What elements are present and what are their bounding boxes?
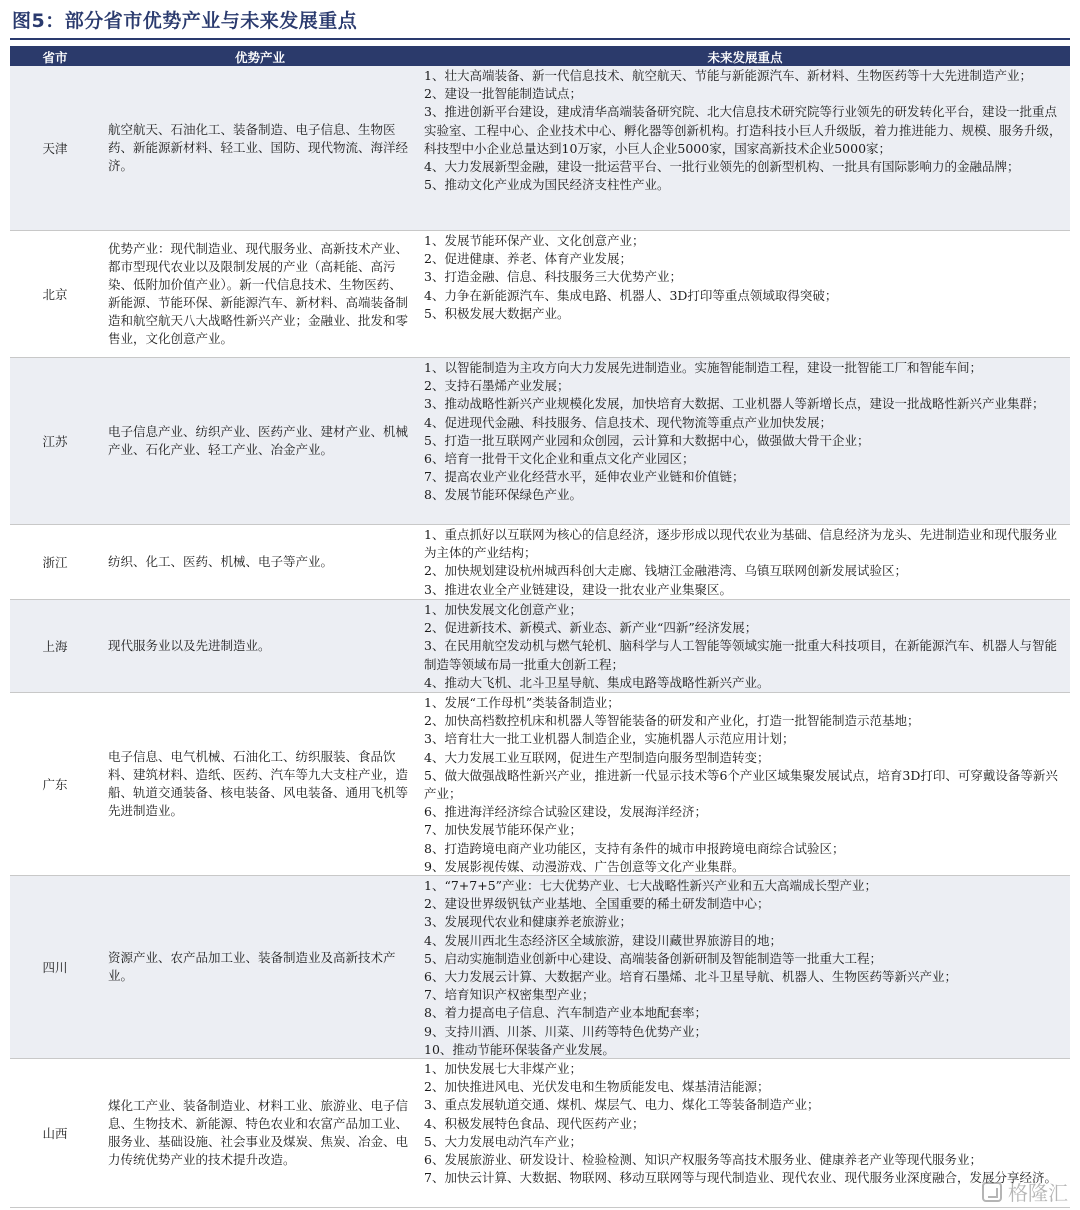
province-cell: 浙江 [42, 555, 68, 570]
future-item: 3、重点发展轨道交通、煤机、煤层气、电力、煤化工等装备制造产业； [424, 1097, 820, 1113]
future-item: 4、推动大飞机、北斗卫星导航、集成电路等战略性新兴产业。 [424, 674, 770, 690]
future-item: 4、大力发展工业互联网，促进生产型制造向服务型制造转变； [424, 749, 770, 765]
future-item: 7、加快发展节能环保产业； [424, 822, 582, 838]
header-advantage: 优势产业 [234, 50, 285, 65]
future-item: 4、大力发展新型金融，建设一批运营平台、一批行业领先的创新型机构、一批具有国际影响力的金融品牌； [424, 159, 1020, 175]
table-row [10, 1059, 1070, 1208]
future-item: 7、培育知识产权密集型产业； [424, 987, 595, 1003]
future-item: 6、大力发展云计算、大数据产业。培育石墨烯、北斗卫星导航、机器人、生物医药等新兴产业； [424, 969, 957, 985]
future-item: 1、壮大高端装备、新一代信息技术、航空航天、节能与新能源汽车、新材料、生物医药等十大先进制造产业； [424, 68, 1032, 83]
future-item: 2、加快推进风电、光伏发电和生物质能发电、煤基清洁能源； [424, 1079, 770, 1095]
future-item: 3、发展现代农业和健康养老旅游业； [424, 914, 632, 930]
advantage-cell [100, 358, 420, 524]
future-item: 1、“7+7+5”产业：七大优势产业、七大战略性新兴产业和五大高端成长型产业； [424, 878, 878, 893]
future-item: 3、培育壮大一批工业机器人制造企业，实施机器人示范应用计划； [424, 731, 795, 747]
advantage-text: 煤化工产业、装备制造业、材料工业、旅游业、电子信息、生物技术、新能源、特色农业和农富产品加工业、服务业、基础设施、社会事业及煤炭、焦炭、冶金、电力传统优势产业的技术提升改造。 [108, 1098, 409, 1167]
future-item: 4、力争在新能源汽车、集成电路、机器人、3D打印等重点领域取得突破； [424, 287, 838, 303]
future-item: 5、启动实施制造业创新中心建设、高端装备创新研制及智能制造等一批重大工程； [424, 950, 882, 966]
province-cell: 江苏 [42, 434, 68, 449]
advantage-text: 优势产业：现代制造业、现代服务业、高新技术产业、都市型现代农业以及限制发展的产业（高耗能、高污染、低附加价值产业）。新一代信息技术、生物医药、新能源、节能环保、新能源汽车、新材料、高端装备制造和航空航天八大战略性新兴产业；金融业、批发和零售业，文化创意产业。 [108, 241, 409, 346]
future-item: 4、促进现代金融、科技服务、信息技术、现代物流等重点产业加快发展； [424, 414, 832, 430]
future-item: 8、打造跨境电商产业功能区，支持有条件的城市申报跨境电商综合试验区； [424, 840, 845, 856]
province-cell: 天津 [42, 141, 68, 156]
table-row [10, 693, 1070, 876]
advantage-cell [100, 66, 420, 230]
future-cell [420, 693, 1070, 875]
future-item: 7、加快云计算、大数据、物联网、移动互联网等与现代制造业、现代农业、现代服务业深度融合，发展分享经济。 [424, 1170, 1057, 1186]
figure-title: 图5：部分省市优势产业与未来发展重点 [12, 10, 358, 32]
future-cell [420, 525, 1070, 599]
advantage-text: 资源产业、农产品加工业、装备制造业及高新技术产业。 [108, 950, 396, 983]
future-item: 10、推动节能环保装备产业发展。 [424, 1041, 615, 1057]
future-item: 2、促进新技术、新模式、新业态、新产业“四新”经济发展； [424, 620, 758, 636]
future-item: 1、发展“工作母机”类装备制造业； [424, 695, 620, 710]
future-cell [420, 358, 1070, 524]
future-item: 2、加快规划建设杭州城西科创大走廊、钱塘江金融港湾、乌镇互联网创新发展试验区； [424, 563, 907, 579]
future-item: 7、提高农业产业化经营水平，延伸农业产业链和价值链； [424, 469, 745, 485]
advantage-cell [100, 525, 420, 599]
advantage-cell [100, 231, 420, 357]
future-item: 2、建设一批智能制造试点； [424, 86, 582, 102]
advantage-text: 电子信息产业、纺织产业、医药产业、建材产业、机械产业、石化产业、轻工产业、冶金产业。 [108, 424, 409, 457]
advantage-text: 现代服务业以及先进制造业。 [108, 638, 271, 653]
future-item: 2、建设世界级钒钛产业基地、全国重要的稀土研发制造中心； [424, 896, 770, 912]
future-item: 6、发展旅游业、研发设计、检验检测、知识产权服务等高技术服务业、健康养老产业等现代服务业； [424, 1152, 982, 1168]
future-item: 9、支持川酒、川茶、川菜、川药等特色优势产业； [424, 1023, 707, 1039]
future-item: 8、着力提高电子信息、汽车制造产业本地配套率； [424, 1005, 707, 1021]
future-item: 6、培育一批骨干文化企业和重点文化产业园区； [424, 451, 695, 467]
table-row [10, 876, 1070, 1059]
future-cell [420, 1059, 1070, 1207]
future-item: 2、支持石墨烯产业发展； [424, 378, 570, 394]
advantage-text: 纺织、化工、医药、机械、电子等产业。 [108, 554, 334, 569]
province-cell: 北京 [42, 287, 68, 302]
future-item: 1、重点抓好以互联网为核心的信息经济，逐步形成以现代农业为基础、信息经济为龙头、先进制造业和现代服务业为主体的产业结构； [424, 527, 1057, 561]
advantage-cell [100, 1059, 420, 1207]
advantage-cell [100, 876, 420, 1058]
table-row [10, 525, 1070, 600]
table-header [10, 46, 1070, 66]
future-cell [420, 600, 1070, 692]
header-future: 未来发展重点 [707, 50, 783, 65]
province-cell: 山西 [42, 1126, 68, 1141]
table-row [10, 231, 1070, 358]
future-item: 3、在民用航空发动机与燃气轮机、脑科学与人工智能等领域实施一批重大科技项目，在新能源汽车、机器人与智能制造等领域布局一批重大创新工程； [424, 638, 1057, 672]
table-row [10, 66, 1070, 231]
future-item: 5、做大做强战略性新兴产业，推进新一代显示技术等6个产业区域集聚发展试点，培育3D打印、可穿戴设备等新兴产业； [424, 767, 1058, 802]
table-row [10, 358, 1070, 525]
future-cell [420, 231, 1070, 357]
future-item: 1、加快发展文化创意产业； [424, 602, 582, 617]
future-item: 1、以智能制造为主攻方向大力发展先进制造业。实施智能制造工程，建设一批智能工厂和智能车间； [424, 360, 982, 375]
future-item: 3、推进创新平台建设，建成清华高端装备研究院、北大信息技术研究院等行业领先的研发转化平台，建设一批重点实验室、工程中心、企业技术中心、孵化器等创新机构。打造科技小巨人升级版，着力推进能力、规模、服务升级，科技型中小企业总量达到10万家，小巨人企业5000家，国家高新技术企业5000家； [424, 104, 1062, 156]
title-divider [10, 38, 1070, 40]
future-item: 1、加快发展七大非煤产业； [424, 1061, 582, 1076]
future-item: 4、积极发展特色食品、现代医药产业； [424, 1115, 645, 1131]
future-item: 4、发展川西北生态经济区全域旅游，建设川藏世界旅游目的地； [424, 932, 782, 948]
future-item: 3、打造金融、信息、科技服务三大优势产业； [424, 269, 682, 285]
future-item: 2、加快高档数控机床和机器人等智能装备的研发和产业化，打造一批智能制造示范基地； [424, 713, 920, 729]
future-item: 5、推动文化产业成为国民经济支柱性产业。 [424, 177, 670, 193]
future-item: 3、推动战略性新兴产业规模化发展，加快培育大数据、工业机器人等新增长点，建设一批战略性新兴产业集群； [424, 396, 1045, 412]
future-item: 5、大力发展电动汽车产业； [424, 1133, 582, 1149]
future-item: 3、推进农业全产业链建设，建设一批农业产业集聚区。 [424, 581, 732, 597]
watermark-text: 格隆汇 [1008, 1181, 1068, 1205]
watermark [982, 1177, 1068, 1206]
advantage-cell [100, 600, 420, 692]
future-item: 6、推进海洋经济综合试验区建设，发展海洋经济； [424, 804, 707, 820]
future-item: 2、促进健康、养老、体育产业发展； [424, 251, 632, 267]
advantage-text: 航空航天、石油化工、装备制造、电子信息、生物医药、新能源新材料、轻工业、国防、现代物流、海洋经济。 [108, 122, 409, 173]
future-item: 9、发展影视传媒、动漫游戏、广告创意等文化产业集群。 [424, 858, 745, 874]
gelonghui-logo-icon [982, 1182, 1002, 1202]
advantage-cell [100, 693, 420, 875]
table-row [10, 600, 1070, 693]
future-item: 1、发展节能环保产业、文化创意产业； [424, 233, 645, 248]
province-cell: 四川 [42, 960, 68, 975]
future-cell [420, 876, 1070, 1058]
header-province: 省市 [42, 50, 68, 65]
province-cell: 上海 [42, 639, 68, 654]
province-cell: 广东 [42, 777, 68, 792]
advantage-text: 电子信息、电气机械、石油化工、纺织服装、食品饮料、建筑材料、造纸、医药、汽车等九大支柱产业，造船、轨道交通装备、核电装备、风电装备、通用飞机等先进制造业。 [108, 749, 409, 818]
future-item: 8、发展节能环保绿色产业。 [424, 487, 582, 503]
future-cell [420, 66, 1070, 230]
future-item: 5、积极发展大数据产业。 [424, 305, 570, 321]
industry-table [10, 66, 1070, 1208]
future-item: 5、打造一批互联网产业园和众创园，云计算和大数据中心，做强做大骨干企业； [424, 432, 870, 448]
